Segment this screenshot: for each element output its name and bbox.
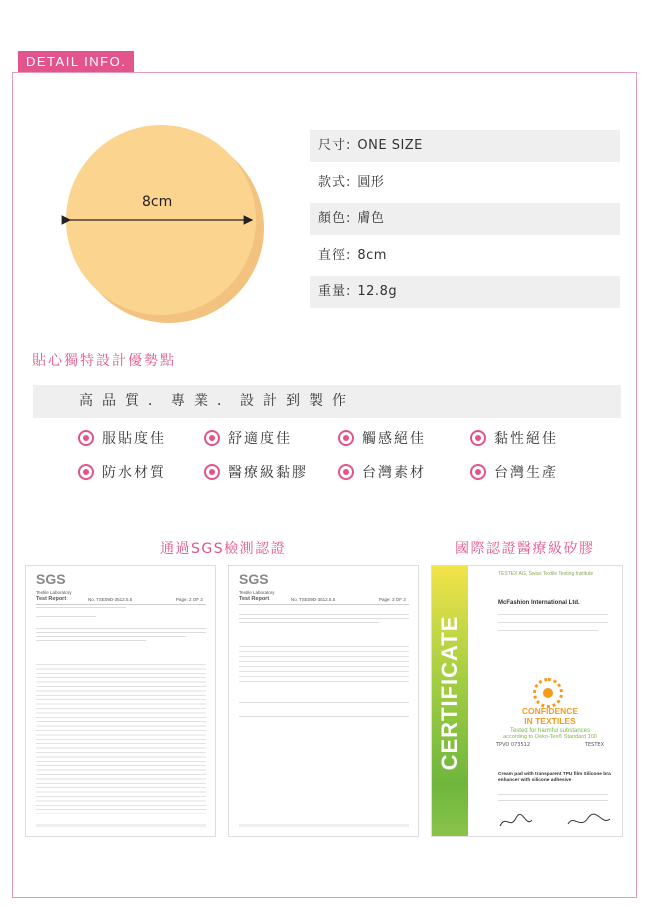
signatures [498,810,618,832]
spec-row [310,240,620,272]
sgs-report-page-2 [25,565,216,837]
bullet-icon [470,464,486,480]
doc-report-title: Test Report [239,596,270,602]
spec-row [310,130,620,162]
sgs-report-page-3 [228,565,419,837]
feature-label: 台灣生產 [494,465,558,481]
spec-value: 圓形 [357,174,385,190]
text-line [239,618,409,619]
feature-item [204,462,308,482]
tested-line: Tested for harmful substances [509,728,591,734]
text-line [498,800,608,801]
text-line [239,716,409,717]
feature-item [78,428,166,448]
spec-label: 款式: [318,174,352,190]
spec-row [310,203,620,235]
text-line [498,622,608,623]
text-line [36,640,146,641]
spec-value: 12.8g [357,284,398,299]
detail-info-badge: DETAIL INFO. [18,51,134,73]
feature-label: 台灣素材 [362,465,426,481]
confidence-logo [496,706,604,748]
text-line [239,622,379,623]
spec-label: 直徑: [318,247,352,263]
doc-page: Page: 3 OF 3 [379,597,406,602]
text-line [239,614,409,615]
spec-label: 重量: [318,284,352,299]
bullet-icon [204,464,220,480]
doc-report-no: No. TSE09D-3512.5.5 [291,597,336,602]
medical-cert-title: 國際認證醫療級矽膠 [455,541,595,557]
oeko-flower-icon [533,678,563,708]
feature-label: 防水材質 [102,465,166,481]
divider [36,604,206,605]
oeko-tex-certificate [431,565,623,837]
feature-label: 黏性絕佳 [494,431,558,447]
results-table [239,646,409,686]
spec-label: 尺寸: [318,138,352,153]
feature-label: 服貼度佳 [102,431,166,447]
text-line [36,616,96,617]
feature-item [470,428,558,448]
feature-item [470,462,558,482]
bullet-icon [338,464,354,480]
doc-report-no: No. TSE09D-3512.5.5 [88,597,133,602]
feature-item [78,462,166,482]
doc-lab: Textile Laboratory [239,590,275,595]
text-line [36,628,206,629]
certificate-vertical-text: CERTIFICATE [437,615,462,771]
doc-lab: Textile Laboratory [36,590,72,595]
pad-circle [66,125,256,315]
text-line [36,636,186,637]
footer-line [239,824,409,827]
confidence-line-1: CONFIDENCE [521,706,579,716]
text-line [498,614,608,615]
bullet-icon [204,430,220,446]
diameter-label: 8cm [142,194,173,210]
design-section-title: 貼心獨特設計優勢點 [32,353,176,369]
feature-item [204,428,292,448]
text-line [36,607,126,608]
sgs-logo: SGS [36,571,66,587]
company-name: McFashion International Ltd. [498,600,580,606]
sgs-logo: SGS [239,571,269,587]
feature-item [338,462,426,482]
divider [239,604,409,605]
text-line [239,702,409,703]
doc-report-title: Test Report [36,596,67,602]
bullet-icon [78,430,94,446]
text-line [498,794,608,795]
testex-header: TESTEX AG, Swiss Textile Testing Institute [498,571,594,577]
spec-value: ONE SIZE [357,138,423,153]
spec-value: 膚色 [357,211,385,226]
bullet-icon [470,430,486,446]
testex-label: TESTEX [584,742,604,748]
spec-label: 顏色: [318,211,352,226]
bullet-icon [338,430,354,446]
sgs-cert-title: 通過SGS檢測認證 [160,541,287,557]
spec-row [310,167,620,199]
tpvo-number: TPVO 073512 [496,742,531,748]
standard-line: according to Oeko-Tex® Standard 100 [503,734,597,740]
product-illustration [66,125,262,321]
doc-page: Page: 2 OF 3 [176,597,203,602]
footer-line [36,824,206,827]
text-line [36,632,206,633]
certified-product: Cream pad with transparent TPU film Silicone bra enhancer with silicone adhesive [498,772,611,783]
spec-row [310,276,620,308]
spec-value: 8cm [357,247,387,263]
quality-slogan: 高品質．專業．設計到製作 [33,385,621,418]
feature-label: 醫療級黏膠 [228,465,308,481]
spec-list [310,130,620,313]
bullet-icon [78,464,94,480]
confidence-line-2: IN TEXTILES [524,716,576,726]
feature-label: 舒適度佳 [228,431,292,447]
feature-label: 觸感絕佳 [362,431,426,447]
text-line [498,630,598,631]
feature-item [338,428,426,448]
results-table [36,664,206,814]
